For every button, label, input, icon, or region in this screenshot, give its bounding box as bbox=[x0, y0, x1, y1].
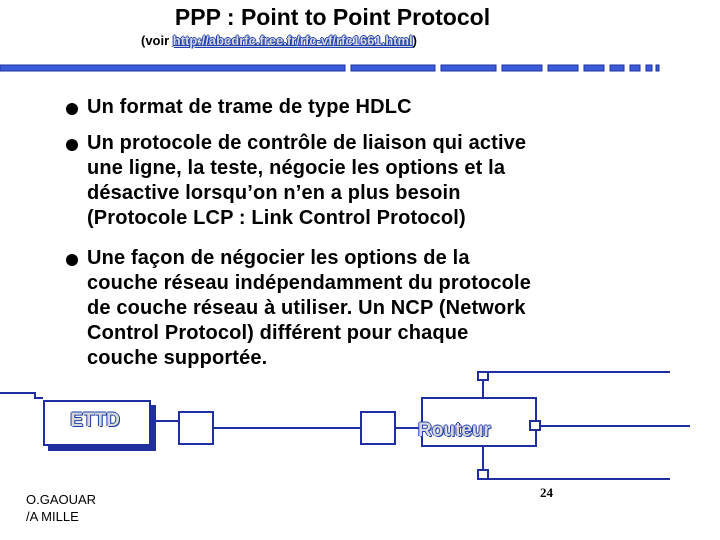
author-line-2: /A MILLE bbox=[26, 509, 79, 524]
bullet-2-line-3: désactive lorsqu’on n’en a plus besoin bbox=[87, 182, 461, 204]
bullet-3-line-5: couche supportée. bbox=[87, 347, 268, 369]
connector-port bbox=[478, 372, 488, 380]
reference-suffix: ) bbox=[412, 33, 417, 48]
connector-port bbox=[478, 470, 488, 479]
bullet-3-line-4: Control Protocol) différent pour chaque bbox=[87, 322, 469, 344]
slide-title: PPP : Point to Point Protocol bbox=[174, 4, 491, 30]
routeur-label: Routeur bbox=[418, 420, 491, 441]
bullet-2-line-1: Un protocole de contrôle de liaison qui active bbox=[87, 132, 527, 154]
page-number: 24 bbox=[540, 485, 553, 500]
bullet-3-line-1: Une façon de négocier les options de la bbox=[87, 247, 470, 269]
bullet-1-line-1: Un format de trame de type HDLC bbox=[87, 96, 412, 118]
reference-prefix: (voir bbox=[141, 33, 173, 48]
modem-box bbox=[179, 412, 213, 444]
link-line bbox=[0, 393, 43, 398]
ettd-label: ETTD bbox=[70, 410, 120, 431]
rfc-link[interactable]: http://abcdrfc.free.fr/rfc-vf/rfc1661.html bbox=[172, 33, 413, 48]
connector-port bbox=[530, 421, 540, 430]
bullet-3-line-3: de couche réseau à utiliser. Un NCP (Network bbox=[87, 297, 526, 319]
author-line-1: O.GAOUAR bbox=[26, 492, 97, 507]
bullet-2-line-2: une ligne, la teste, négocie les options et la bbox=[87, 157, 506, 179]
author-credit bbox=[26, 491, 96, 525]
bullet-3-line-2: couche réseau indépendamment du protocole bbox=[87, 272, 532, 294]
modem-box bbox=[361, 412, 395, 444]
bullet-2-line-4: (Protocole LCP : Link Control Protocol) bbox=[87, 207, 466, 229]
